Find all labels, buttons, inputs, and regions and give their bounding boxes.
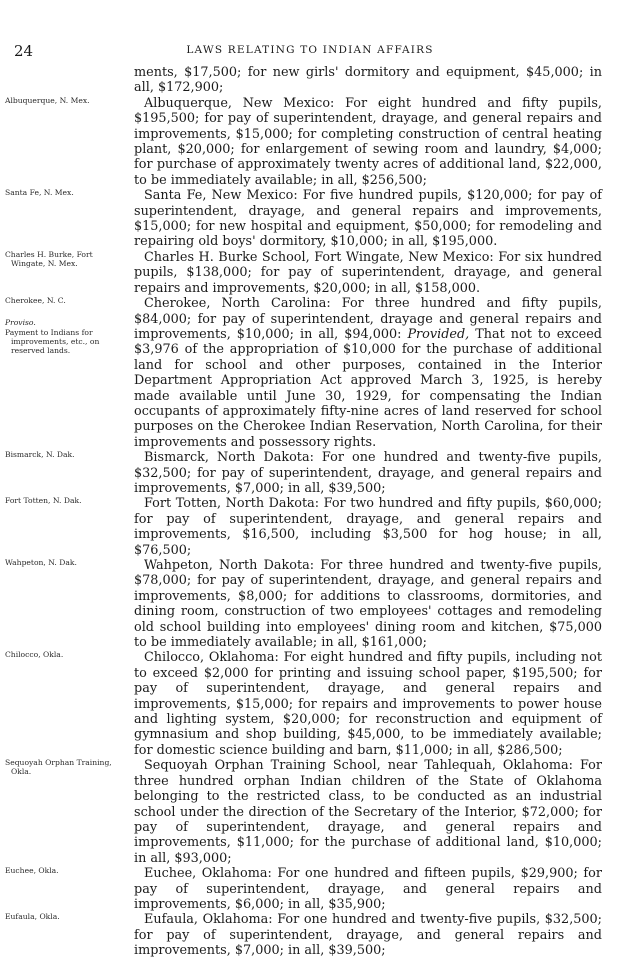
margin-note-euchee: Euchee, Okla. — [5, 866, 59, 876]
page-number: 24 — [14, 42, 34, 60]
margin-note-cherokee: Cherokee, N. C. Proviso. Payment to Indians for improvements, etc., on reserved lands. — [1, 296, 121, 355]
paragraph-text: Albuquerque, New Mexico: For eight hundred and fifty pupils, $195,500; for pay of superintendent, drayage, and general repairs and improvements, $15,000; for completing construction of central heating plant, $20,000; for enlargement of sewing room and laundry, $4,000; for purchase of approximately twenty acres of additional land, $22,000, to be immediately available; in all, $256,500; — [134, 95, 602, 188]
paragraph-text: Fort Totten, North Dakota: For two hundred and fifty pupils, $60,000; for pay of superintendent, drayage, and general repairs and improvements, $16,500, including $3,500 for hog house; in all, $76,500; — [134, 496, 602, 558]
paragraph-charles-h-burke — [5, 249, 602, 296]
paragraph-cherokee — [5, 296, 602, 450]
margin-note-wahpeton: Wahpeton, N. Dak. — [5, 558, 77, 567]
paragraph-text: ments, $17,500; for new girls' dormitory and equipment, $45,000; in all, $172,900; — [134, 65, 602, 96]
paragraph-wahpeton — [5, 558, 602, 651]
paragraph-text: Chilocco, Oklahoma: For eight hundred and fifty pupils, including not to exceed $2,000 for printing and issuing school paper, $195,500; for pay of superintendent, drayage, and general repairs and improvements, $15,000; for repairs and improvements to power house and lighting system, $20,000; for reconstruction and equipment of gymnasium and shop building, $45,000, to be immediately available; for domestic science building and barn, $11,000; in all, $286,500; — [134, 650, 602, 758]
paragraph-albuquerque — [5, 95, 602, 188]
paragraph-santa-fe — [5, 188, 602, 250]
paragraph-text: Euchee, Oklahoma: For one hundred and fifteen pupils, $29,900; for pay of superintendent, drayage, and general repairs and improvements, $6,000; in all, $35,900; — [134, 866, 602, 912]
paragraph-text-proviso: That not to exceed $3,976 of the appropriation of $10,000 for the purchase of additional land for school and other purposes, contained in the Interior Department Appropriation Act approved March 3, 1925, is hereby made available until June 30, 1929, for compensating the Indian occupants of approximately fifty-nine acres of land reserved for school purposes on the Cherokee Indian Reservation, North Carolina, for their improvements and possessory rights. — [134, 326, 602, 450]
margin-note-chilocco: Chilocco, Okla. — [5, 650, 64, 660]
margin-note-santa-fe: Santa Fe, N. Mex. — [5, 188, 74, 198]
margin-note-eufaula: Eufaula, Okla. — [5, 912, 60, 922]
margin-note-proviso-title: Proviso. — [5, 318, 36, 328]
paragraph-text: Charles H. Burke School, Fort Wingate, New Mexico: For six hundred pupils, $138,000; for pay of superintendent, drayage, and general repairs and improvements, $20,000; in all, $158,000. — [134, 249, 602, 296]
paragraph-bismarck — [5, 450, 602, 496]
paragraph-text: Eufaula, Oklahoma: For one hundred and twenty-five pupils, $32,500; for pay of superintendent, drayage, and general repairs and improvements, $7,000; in all, $39,500; — [134, 912, 602, 959]
paragraph-sequoyah — [5, 758, 602, 866]
margin-note-albuquerque: Albuquerque, N. Mex. — [5, 95, 90, 105]
running-head: LAWS RELATING TO INDIAN AFFAIRS — [186, 44, 434, 56]
paragraph-continuation — [134, 65, 602, 96]
paragraph-fort-totten — [5, 496, 602, 558]
paragraph-text: Bismarck, North Dakota: For one hundred and twenty-five pupils, $32,500; for pay of superintendent, drayage, and general repairs and improvements, $7,000; in all, $39,500; — [134, 450, 602, 496]
paragraph-text: Wahpeton, North Dakota: For three hundred and twenty-five pupils, $78,000; for pay of superintendent, drayage, and general repairs and improvements, $8,000; for additions to classrooms, dormitories, and dining room, construction of two employees' cottages and remodeling old school building into employees' dining room and kitchen, $75,000 to be immediately available; in all, $161,000; — [134, 558, 602, 651]
paragraph-text: Cherokee, North Carolina: For three hundred and fifty pupils, $84,000; for pay of superintendent, drayage and general repairs and improvements, $10,000; in all, $94,000: — [134, 296, 602, 342]
proviso-word: Provided, — [407, 326, 470, 342]
paragraph-chilocco — [5, 650, 602, 758]
paragraph-euchee — [5, 866, 602, 912]
margin-note-sequoyah: Sequoyah Orphan Training, Okla. — [5, 758, 112, 777]
margin-note-charles-h-burke: Charles H. Burke, Fort Wingate, N. Mex. — [5, 249, 93, 269]
body-column — [5, 65, 602, 959]
margin-note-fort-totten: Fort Totten, N. Dak. — [5, 496, 82, 506]
paragraph-text: Santa Fe, New Mexico: For five hundred pupils, $120,000; for pay of superintendent, drayage, and general repairs and improvements, $15,000; for new hospital and equipment, $50,000; for remodeling and repairing old boys' dormitory, $10,000; in all, $195,000. — [134, 188, 602, 250]
paragraph-text: Sequoyah Orphan Training School, near Tahlequah, Oklahoma: For three hundred orphan Indian children of the State of Oklahoma belonging to the restricted class, to be conducted as an industrial school under the direction of the Secretary of the Interior, $72,000; for pay of superintendent, drayage, and general repairs and improvements, $11,000; for the purchase of additional land, $10,000; in all, $93,000; — [134, 758, 602, 866]
paragraph-eufaula — [5, 912, 602, 959]
margin-note-proviso: Payment to Indians for improvements, etc., on reserved lands. — [5, 327, 100, 355]
margin-note-bismarck: Bismarck, N. Dak. — [5, 450, 75, 460]
